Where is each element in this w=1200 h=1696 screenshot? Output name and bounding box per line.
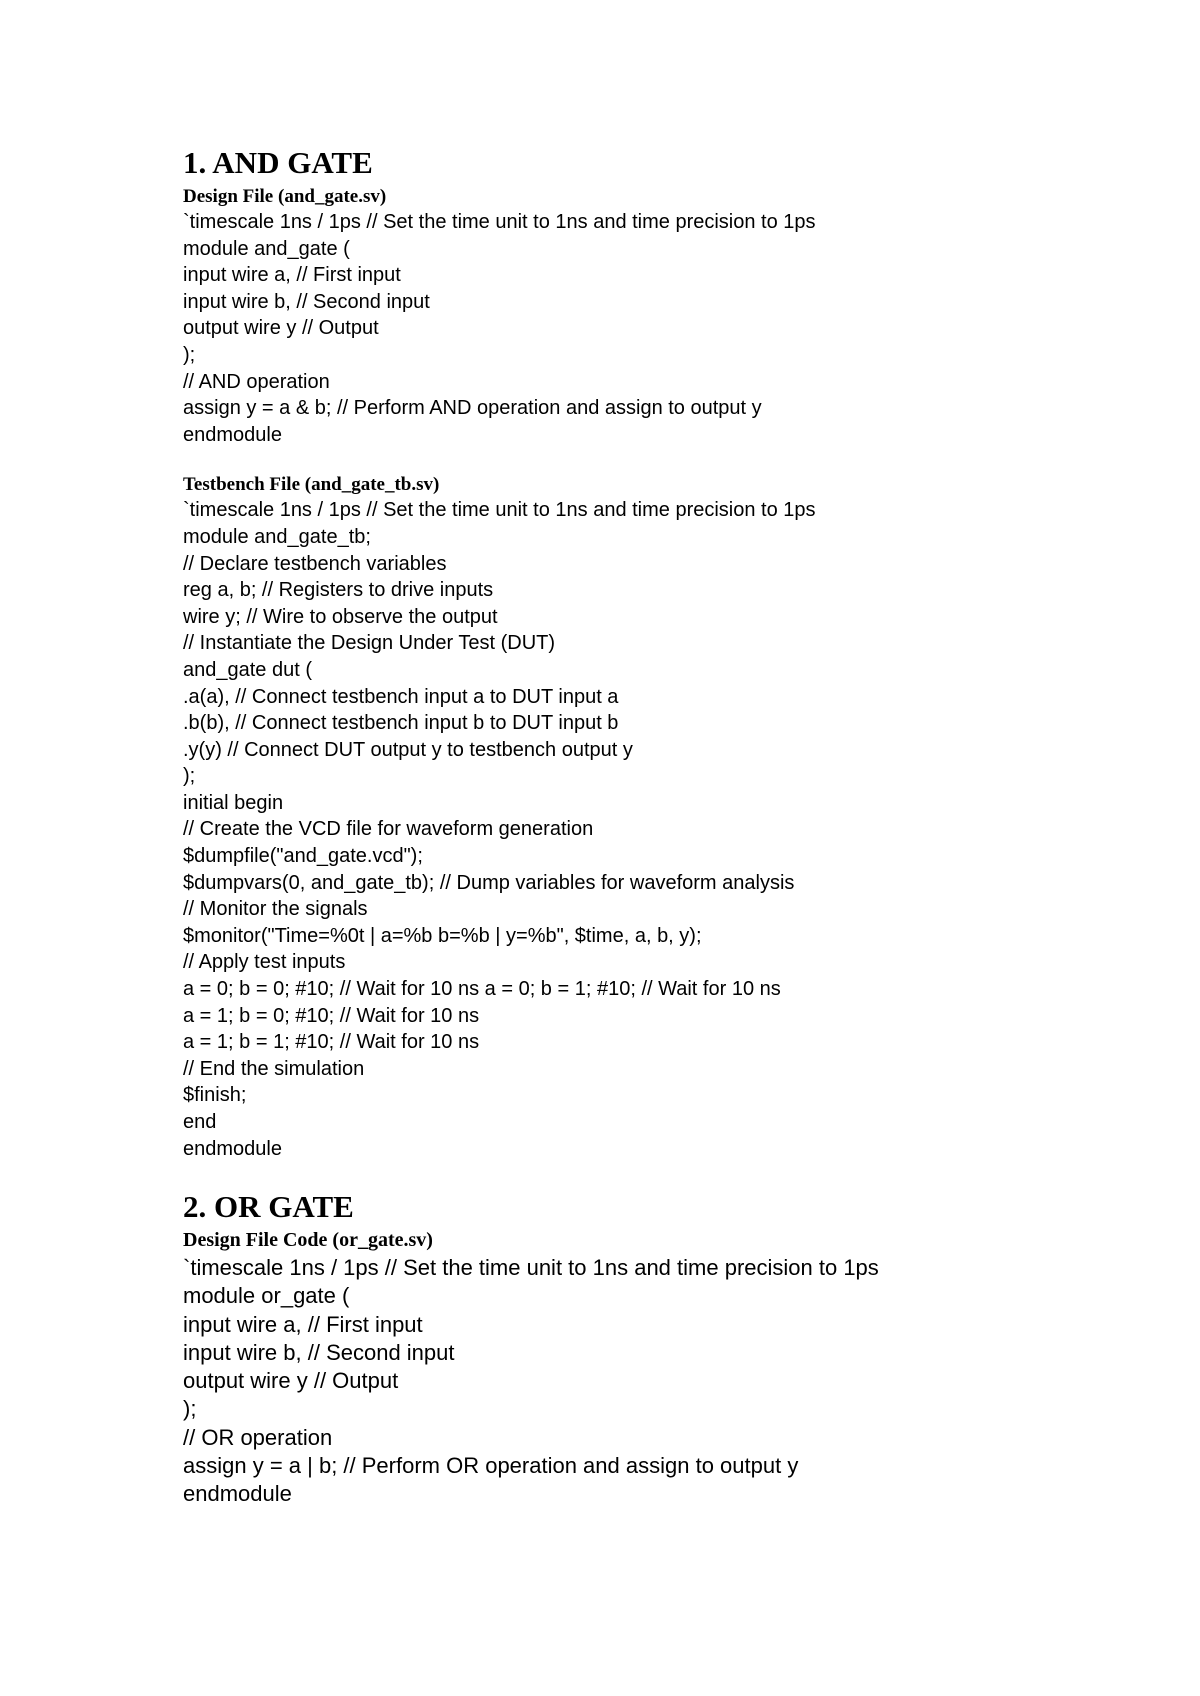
section-and-gate (183, 146, 816, 1162)
code-line: .b(b), // Connect testbench input b to DUT input b (183, 712, 619, 735)
code-line: `timescale 1ns / 1ps // Set the time unit to 1ns and time precision to 1ps (183, 1255, 879, 1280)
code-line: input wire b, // Second input (183, 290, 430, 313)
code-line: .a(a), // Connect testbench input a to DUT input a (183, 685, 619, 708)
code-line: // OR operation (183, 1424, 333, 1450)
code-line: module and_gate_tb; (183, 525, 371, 548)
block-heading: Design File (and_gate.sv) (183, 186, 387, 207)
design-file-block (183, 184, 816, 448)
code-line: $finish; (183, 1084, 247, 1107)
code-line: // End the simulation (183, 1057, 365, 1080)
code-line: `timescale 1ns / 1ps // Set the time unit to 1ns and time precision to 1ps (183, 211, 816, 233)
section-or-gate (183, 1190, 879, 1509)
block-heading: Design File Code (or_gate.sv) (183, 1229, 433, 1251)
spacer (183, 448, 816, 472)
code-lines (183, 209, 816, 448)
code-line: ); (183, 765, 196, 788)
code-line: `timescale 1ns / 1ps // Set the time unit to 1ns and time precision to 1ps (183, 499, 816, 522)
code-line: $dumpvars(0, and_gate_tb); // Dump variables for waveform analysis (183, 871, 795, 894)
code-line: // Create the VCD file for waveform generation (183, 818, 594, 841)
code-line: module and_gate ( (183, 237, 350, 260)
section-title: 2. OR GATE (183, 1189, 354, 1224)
code-line: input wire a, // First input (183, 264, 401, 287)
code-lines (183, 1254, 879, 1509)
code-line: output wire y // Output (183, 1368, 399, 1394)
code-line: input wire b, // Second input (183, 1339, 455, 1365)
code-line: // Declare testbench variables (183, 552, 447, 575)
code-line: and_gate dut ( (183, 658, 312, 681)
code-line: a = 0; b = 0; #10; // Wait for 10 ns a = 0; b = 1; #10; // Wait for 10 ns (183, 978, 781, 1001)
code-line: endmodule (183, 1481, 292, 1507)
code-line: input wire a, // First input (183, 1311, 423, 1337)
section-title: 1. AND GATE (183, 145, 373, 180)
code-line: $dumpfile("and_gate.vcd"); (183, 845, 423, 868)
code-line: module or_gate ( (183, 1283, 350, 1309)
design-file-block (183, 1226, 879, 1509)
code-line: assign y = a & b; // Perform AND operation and assign to output y (183, 397, 762, 420)
code-line: // Apply test inputs (183, 951, 346, 974)
testbench-file-block (183, 472, 816, 1162)
code-line: // AND operation (183, 370, 330, 393)
code-line: // Monitor the signals (183, 898, 368, 921)
code-line: initial begin (183, 791, 284, 814)
code-line: a = 1; b = 0; #10; // Wait for 10 ns (183, 1004, 480, 1027)
code-line: // Instantiate the Design Under Test (DUT) (183, 632, 556, 655)
code-lines (183, 497, 816, 1162)
code-line: output wire y // Output (183, 317, 379, 340)
code-line: ); (183, 1396, 197, 1422)
block-heading: Testbench File (and_gate_tb.sv) (183, 474, 440, 496)
code-line: endmodule (183, 423, 282, 446)
code-line: reg a, b; // Registers to drive inputs (183, 579, 494, 602)
code-line: endmodule (183, 1137, 282, 1160)
code-line: wire y; // Wire to observe the output (183, 605, 498, 628)
code-line: assign y = a | b; // Perform OR operation and assign to output y (183, 1453, 799, 1479)
code-line: .y(y) // Connect DUT output y to testbench output y (183, 738, 633, 761)
code-line: a = 1; b = 1; #10; // Wait for 10 ns (183, 1031, 480, 1054)
code-line: $monitor("Time=%0t | a=%b b=%b | y=%b", $time, a, b, y); (183, 924, 702, 947)
code-line: ); (183, 343, 196, 366)
code-line: end (183, 1111, 217, 1133)
